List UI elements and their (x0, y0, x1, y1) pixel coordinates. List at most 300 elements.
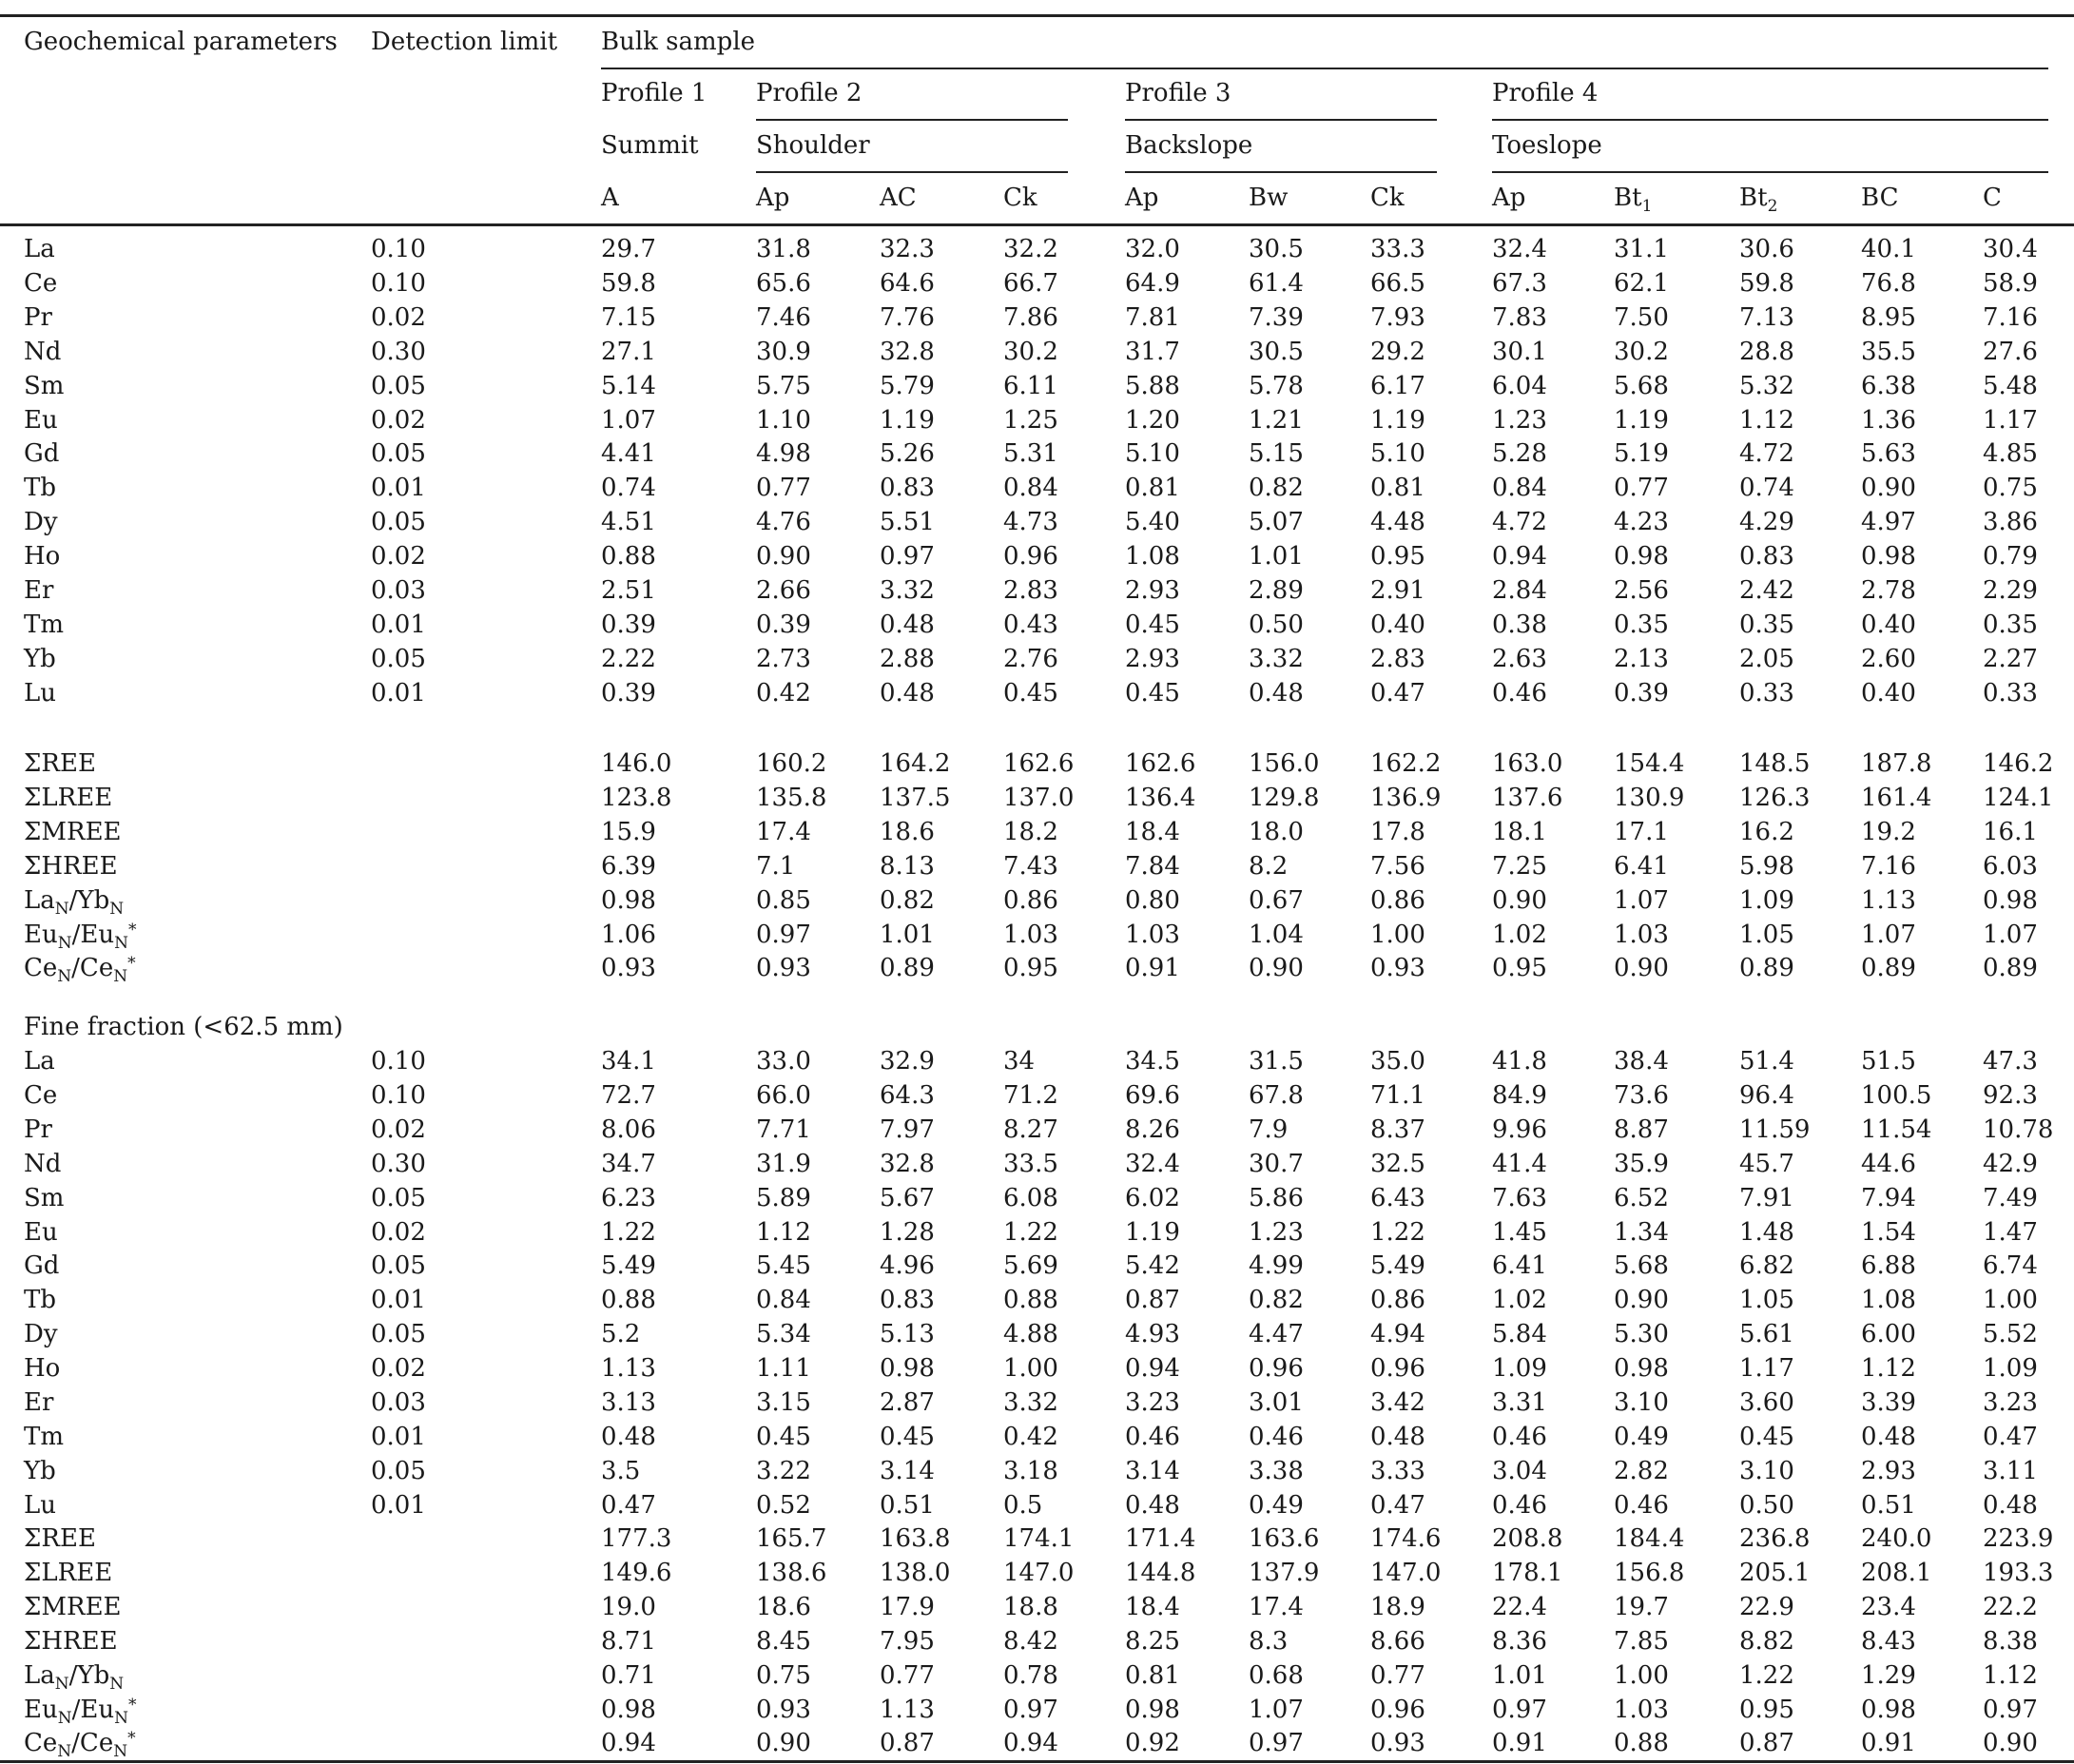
horizon-label: Bt (1614, 184, 1642, 212)
cell-value: 35.5 (1861, 337, 1916, 366)
cell-value: 0.35 (1614, 610, 1669, 639)
cell-value: 223.9 (1983, 1524, 2054, 1553)
cell-value: 61.4 (1249, 268, 1304, 298)
cell-value: 59.8 (601, 268, 656, 298)
cell-value: 1.03 (1125, 920, 1180, 949)
cell-value: 7.76 (880, 302, 935, 332)
cell-value: 0.98 (601, 1695, 656, 1724)
cell-value: 8.25 (1125, 1626, 1180, 1656)
cell-value: 1.03 (1614, 1695, 1669, 1724)
cell-value: 0.91 (1861, 1729, 1916, 1758)
cell-value: 0.48 (1370, 1422, 1425, 1451)
cell-value: 5.07 (1249, 508, 1304, 537)
header-horizon (601, 184, 619, 212)
header-bulk-sample: Bulk sample (601, 28, 756, 56)
cell-value: 30.5 (1249, 235, 1304, 263)
ratio-label-part: Eu (24, 1695, 58, 1724)
cell-value: 0.82 (880, 885, 935, 915)
cell-value: 1.45 (1492, 1217, 1547, 1247)
cell-value: 0.5 (1003, 1490, 1043, 1520)
cell-value: 0.48 (1249, 678, 1304, 708)
header-slope-position: Backslope (1125, 131, 1253, 160)
cell-value: 1.09 (1492, 1354, 1547, 1384)
cell-value: 8.38 (1983, 1626, 2038, 1656)
cell-value: 164.2 (880, 749, 951, 778)
cell-value: 137.6 (1492, 783, 1563, 812)
cell-value: 6.41 (1614, 851, 1669, 881)
cell-value: 8.42 (1003, 1626, 1058, 1656)
cell-value: 33.0 (756, 1047, 811, 1076)
cell-value: 1.17 (1983, 405, 2038, 435)
element-name: Lu (24, 1490, 57, 1520)
header-profile: Profile 3 (1125, 79, 1231, 107)
cell-value: 205.1 (1739, 1558, 1811, 1587)
element-name: Tb (24, 474, 56, 503)
cell-value: 2.78 (1861, 576, 1916, 605)
rule-profile-3 (1125, 119, 1437, 121)
cell-value: 0.38 (1492, 610, 1547, 639)
cell-value: 156.8 (1614, 1558, 1685, 1587)
element-name: Yb (24, 1456, 56, 1485)
cell-value: 4.94 (1370, 1320, 1425, 1349)
cell-value: 2.83 (1003, 576, 1058, 605)
detection-limit-value: 0.10 (371, 235, 426, 263)
horizon-label: Bt (1739, 184, 1768, 212)
cell-value: 31.1 (1614, 235, 1669, 263)
cell-value: 0.98 (1614, 542, 1669, 572)
ratio-label-part: * (127, 954, 136, 974)
cell-value: 66.7 (1003, 268, 1058, 298)
cell-value: 0.89 (1861, 954, 1916, 983)
element-name: Pr (24, 1115, 52, 1144)
cell-value: 2.87 (880, 1388, 935, 1417)
cell-value: 0.90 (756, 1729, 811, 1758)
ratio-name (24, 885, 125, 919)
header-horizon (880, 184, 917, 212)
cell-value: 162.2 (1370, 749, 1442, 778)
cell-value: 6.41 (1492, 1251, 1547, 1281)
cell-value: 0.83 (1739, 542, 1794, 572)
cell-value: 8.45 (756, 1626, 811, 1656)
header-horizon (1614, 184, 1653, 216)
cell-value: 163.6 (1249, 1524, 1320, 1553)
cell-value: 0.46 (1249, 1422, 1304, 1451)
cell-value: 0.68 (1249, 1660, 1304, 1690)
element-name: La (24, 235, 55, 263)
cell-value: 34 (1003, 1047, 1036, 1076)
fine-fraction-title: Fine fraction (<62.5 mm) (24, 1013, 343, 1041)
cell-value: 0.90 (1614, 954, 1669, 983)
header-slope-position: Summit (601, 131, 699, 160)
cell-value: 29.2 (1370, 337, 1425, 366)
cell-value: 22.2 (1983, 1592, 2038, 1621)
header-slope-position: Toeslope (1492, 131, 1602, 160)
cell-value: 2.93 (1861, 1456, 1916, 1485)
cell-value: 187.8 (1861, 749, 1932, 778)
cell-value: 19.0 (601, 1592, 656, 1621)
cell-value: 4.72 (1739, 439, 1794, 469)
cell-value: 29.7 (601, 235, 656, 263)
cell-value: 8.26 (1125, 1115, 1180, 1144)
cell-value: 7.15 (601, 302, 656, 332)
cell-value: 3.86 (1983, 508, 2038, 537)
cell-value: 40.1 (1861, 235, 1916, 263)
cell-value: 0.84 (756, 1286, 811, 1315)
cell-value: 0.81 (1370, 474, 1425, 503)
cell-value: 7.43 (1003, 851, 1058, 881)
cell-value: 27.1 (601, 337, 656, 366)
cell-value: 1.07 (601, 405, 656, 435)
cell-value: 7.39 (1249, 302, 1304, 332)
cell-value: 1.06 (601, 920, 656, 949)
cell-value: 1.54 (1861, 1217, 1916, 1247)
cell-value: 5.52 (1983, 1320, 2038, 1349)
cell-value: 19.7 (1614, 1592, 1669, 1621)
cell-value: 0.87 (1739, 1729, 1794, 1758)
cell-value: 1.12 (1861, 1354, 1916, 1384)
cell-value: 67.8 (1249, 1080, 1304, 1110)
header-horizon (1983, 184, 2002, 212)
cell-value: 0.46 (1492, 1490, 1547, 1520)
cell-value: 2.76 (1003, 644, 1058, 673)
cell-value: 1.29 (1861, 1660, 1916, 1690)
cell-value: 8.71 (601, 1626, 656, 1656)
ratio-label-part: Ce (24, 954, 58, 983)
cell-value: 4.29 (1739, 508, 1794, 537)
cell-value: 100.5 (1861, 1080, 1932, 1110)
cell-value: 92.3 (1983, 1080, 2038, 1110)
cell-value: 0.97 (1003, 1695, 1058, 1724)
cell-value: 174.1 (1003, 1524, 1075, 1553)
cell-value: 1.22 (1003, 1217, 1058, 1247)
cell-value: 8.43 (1861, 1626, 1916, 1656)
sum-name: ΣMREE (24, 1592, 122, 1621)
element-name: Gd (24, 439, 60, 469)
cell-value: 33.5 (1003, 1149, 1058, 1178)
ratio-label-part: Eu (80, 1695, 115, 1724)
ratio-label-part: * (127, 1695, 137, 1715)
cell-value: 154.4 (1614, 749, 1685, 778)
cell-value: 0.96 (1370, 1695, 1425, 1724)
cell-value: 30.7 (1249, 1149, 1304, 1178)
cell-value: 3.23 (1983, 1388, 2038, 1417)
cell-value: 7.49 (1983, 1183, 2038, 1212)
cell-value: 0.33 (1983, 678, 2038, 708)
detection-limit-value: 0.10 (371, 1047, 426, 1076)
cell-value: 5.13 (880, 1320, 935, 1349)
cell-value: 7.83 (1492, 302, 1547, 332)
header-horizon (1125, 184, 1158, 212)
cell-value: 0.83 (880, 474, 935, 503)
cell-value: 8.95 (1861, 302, 1916, 332)
ratio-label-part: N (54, 899, 69, 919)
cell-value: 23.4 (1861, 1592, 1916, 1621)
cell-value: 18.4 (1125, 817, 1180, 846)
ratio-name (24, 1729, 136, 1762)
cell-value: 0.84 (1003, 474, 1058, 503)
element-name: Er (24, 1388, 54, 1417)
cell-value: 3.11 (1983, 1456, 2038, 1485)
cell-value: 30.9 (756, 337, 811, 366)
cell-value: 2.27 (1983, 644, 2038, 673)
cell-value: 3.10 (1614, 1388, 1669, 1417)
cell-value: 71.1 (1370, 1080, 1425, 1110)
cell-value: 18.2 (1003, 817, 1058, 846)
cell-value: 1.03 (1614, 920, 1669, 949)
cell-value: 165.7 (756, 1524, 827, 1553)
cell-value: 2.84 (1492, 576, 1547, 605)
element-name: Sm (24, 371, 65, 400)
cell-value: 0.96 (1370, 1354, 1425, 1384)
detection-limit-value: 0.10 (371, 1080, 426, 1110)
cell-value: 136.9 (1370, 783, 1442, 812)
cell-value: 0.93 (1370, 1729, 1425, 1758)
cell-value: 0.39 (601, 610, 656, 639)
element-name: Eu (24, 1217, 58, 1247)
cell-value: 7.71 (756, 1115, 811, 1144)
ratio-label-part: Ce (24, 1729, 58, 1758)
cell-value: 3.32 (880, 576, 935, 605)
cell-value: 0.83 (880, 1286, 935, 1315)
element-name: La (24, 1047, 55, 1076)
cell-value: 160.2 (756, 749, 827, 778)
detection-limit-value: 0.01 (371, 474, 426, 503)
cell-value: 0.49 (1614, 1422, 1669, 1451)
ratio-label-part: Yb (77, 885, 110, 915)
cell-value: 0.48 (601, 1422, 656, 1451)
sum-name: ΣHREE (24, 1626, 118, 1656)
cell-value: 2.89 (1249, 576, 1304, 605)
cell-value: 0.50 (1249, 610, 1304, 639)
cell-value: 0.48 (880, 678, 935, 708)
cell-value: 7.93 (1370, 302, 1425, 332)
cell-value: 69.6 (1125, 1080, 1180, 1110)
sum-name: ΣLREE (24, 1558, 113, 1587)
cell-value: 4.96 (880, 1251, 935, 1281)
cell-value: 163.0 (1492, 749, 1563, 778)
cell-value: 3.18 (1003, 1456, 1058, 1485)
cell-value: 2.29 (1983, 576, 2038, 605)
cell-value: 67.3 (1492, 268, 1547, 298)
cell-value: 6.43 (1370, 1183, 1425, 1212)
cell-value: 6.08 (1003, 1183, 1058, 1212)
horizon-label: Ck (1003, 184, 1037, 212)
element-name: Er (24, 576, 54, 605)
cell-value: 8.2 (1249, 851, 1289, 881)
ratio-label-part: N (57, 1708, 72, 1728)
cell-value: 8.27 (1003, 1115, 1058, 1144)
cell-value: 0.74 (601, 474, 656, 503)
element-name: Yb (24, 644, 56, 673)
detection-limit-value: 0.05 (371, 1456, 426, 1485)
detection-limit-value: 0.02 (371, 1354, 426, 1384)
detection-limit-value: 0.02 (371, 1217, 426, 1247)
cell-value: 0.74 (1739, 474, 1794, 503)
cell-value: 6.82 (1739, 1251, 1794, 1281)
cell-value: 5.51 (880, 508, 935, 537)
header-horizon (1249, 184, 1288, 212)
detection-limit-value: 0.05 (371, 1251, 426, 1281)
cell-value: 1.13 (880, 1695, 935, 1724)
cell-value: 0.51 (1861, 1490, 1916, 1520)
cell-value: 30.4 (1983, 235, 2038, 263)
cell-value: 5.10 (1370, 439, 1425, 469)
cell-value: 1.09 (1983, 1354, 2038, 1384)
cell-value: 0.89 (1739, 954, 1794, 983)
sum-name: ΣREE (24, 1524, 96, 1553)
cell-value: 0.82 (1249, 1286, 1304, 1315)
cell-value: 5.89 (756, 1183, 811, 1212)
cell-value: 0.94 (1003, 1729, 1058, 1758)
cell-value: 236.8 (1739, 1524, 1811, 1553)
cell-value: 0.48 (880, 610, 935, 639)
cell-value: 138.6 (756, 1558, 827, 1587)
cell-value: 149.6 (601, 1558, 672, 1587)
cell-value: 0.98 (1125, 1695, 1180, 1724)
detection-limit-value: 0.03 (371, 1388, 426, 1417)
horizon-label: A (601, 184, 619, 212)
element-name: Dy (24, 508, 58, 537)
cell-value: 7.63 (1492, 1183, 1547, 1212)
element-name: Tm (24, 610, 64, 639)
element-name: Sm (24, 1183, 65, 1212)
cell-value: 0.42 (756, 678, 811, 708)
cell-value: 1.00 (1370, 920, 1425, 949)
cell-value: 1.36 (1861, 405, 1916, 435)
cell-value: 5.84 (1492, 1320, 1547, 1349)
header-horizon (1861, 184, 1898, 212)
cell-value: 1.23 (1492, 405, 1547, 435)
cell-value: 3.31 (1492, 1388, 1547, 1417)
cell-value: 5.40 (1125, 508, 1180, 537)
cell-value: 11.59 (1739, 1115, 1811, 1144)
cell-value: 7.91 (1739, 1183, 1794, 1212)
cell-value: 4.98 (756, 439, 811, 469)
cell-value: 6.52 (1614, 1183, 1669, 1212)
header-profile: Profile 1 (601, 79, 707, 107)
cell-value: 7.85 (1614, 1626, 1669, 1656)
cell-value: 30.6 (1739, 235, 1794, 263)
cell-value: 66.0 (756, 1080, 811, 1110)
element-name: Dy (24, 1320, 58, 1349)
cell-value: 1.02 (1492, 1286, 1547, 1315)
cell-value: 1.34 (1614, 1217, 1669, 1247)
cell-value: 8.06 (601, 1115, 656, 1144)
cell-value: 1.07 (1249, 1695, 1304, 1724)
cell-value: 0.97 (1983, 1695, 2038, 1724)
cell-value: 137.5 (880, 783, 951, 812)
cell-value: 0.52 (756, 1490, 811, 1520)
cell-value: 2.82 (1614, 1456, 1669, 1485)
cell-value: 35.0 (1370, 1047, 1425, 1076)
detection-limit-value: 0.01 (371, 1490, 426, 1520)
cell-value: 1.07 (1614, 885, 1669, 915)
detection-limit-value: 0.01 (371, 610, 426, 639)
element-name: Gd (24, 1251, 60, 1281)
cell-value: 0.88 (601, 542, 656, 572)
cell-value: 0.93 (756, 954, 811, 983)
horizon-label: Ap (756, 184, 790, 212)
cell-value: 1.09 (1739, 885, 1794, 915)
cell-value: 5.61 (1739, 1320, 1794, 1349)
cell-value: 0.77 (880, 1660, 935, 1690)
cell-value: 4.88 (1003, 1320, 1058, 1349)
cell-value: 174.6 (1370, 1524, 1442, 1553)
ratio-label-part: / (68, 1660, 78, 1690)
cell-value: 31.8 (756, 235, 811, 263)
ratio-label-part: N (57, 933, 72, 953)
element-name: Ce (24, 268, 58, 298)
cell-value: 2.63 (1492, 644, 1547, 673)
cell-value: 0.97 (1492, 1695, 1547, 1724)
cell-value: 32.8 (880, 337, 935, 366)
cell-value: 147.0 (1003, 1558, 1075, 1587)
cell-value: 0.39 (756, 610, 811, 639)
cell-value: 5.79 (880, 371, 935, 400)
ratio-label-part: N (57, 1742, 72, 1762)
cell-value: 3.39 (1861, 1388, 1916, 1417)
cell-value: 0.91 (1492, 1729, 1547, 1758)
detection-limit-value: 0.01 (371, 678, 426, 708)
sum-name: ΣHREE (24, 851, 118, 881)
cell-value: 44.6 (1861, 1149, 1916, 1178)
cell-value: 7.97 (880, 1115, 935, 1144)
header-profile: Profile 2 (756, 79, 863, 107)
cell-value: 5.19 (1614, 439, 1669, 469)
cell-value: 0.93 (756, 1695, 811, 1724)
cell-value: 5.45 (756, 1251, 811, 1281)
ratio-label-part: Ce (79, 1729, 114, 1758)
cell-value: 3.14 (880, 1456, 935, 1485)
cell-value: 6.17 (1370, 371, 1425, 400)
cell-value: 5.68 (1614, 371, 1669, 400)
cell-value: 0.42 (1003, 1422, 1058, 1451)
sum-name: ΣMREE (24, 817, 122, 846)
cell-value: 3.01 (1249, 1388, 1304, 1417)
cell-value: 18.9 (1370, 1592, 1425, 1621)
cell-value: 59.8 (1739, 268, 1794, 298)
cell-value: 30.1 (1492, 337, 1547, 366)
cell-value: 1.03 (1003, 920, 1058, 949)
cell-value: 1.08 (1861, 1286, 1916, 1315)
cell-value: 1.12 (1983, 1660, 2038, 1690)
ratio-name (24, 920, 137, 953)
cell-value: 3.32 (1249, 644, 1304, 673)
cell-value: 1.07 (1983, 920, 2038, 949)
ratio-label-part: / (71, 954, 80, 983)
cell-value: 156.0 (1249, 749, 1320, 778)
cell-value: 1.19 (1125, 1217, 1180, 1247)
cell-value: 7.16 (1861, 851, 1916, 881)
ratio-label-part: N (109, 1674, 125, 1694)
cell-value: 4.93 (1125, 1320, 1180, 1349)
detection-limit-value: 0.01 (371, 1422, 426, 1451)
cell-value: 146.0 (601, 749, 672, 778)
cell-value: 129.8 (1249, 783, 1320, 812)
cell-value: 34.5 (1125, 1047, 1180, 1076)
cell-value: 0.96 (1003, 542, 1058, 572)
cell-value: 0.95 (1739, 1695, 1794, 1724)
cell-value: 32.2 (1003, 235, 1058, 263)
cell-value: 0.95 (1370, 542, 1425, 572)
cell-value: 0.87 (880, 1729, 935, 1758)
detection-limit-value: 0.05 (371, 439, 426, 469)
ratio-label-part: N (57, 967, 72, 987)
cell-value: 35.9 (1614, 1149, 1669, 1178)
cell-value: 0.45 (1125, 678, 1180, 708)
cell-value: 1.00 (1983, 1286, 2038, 1315)
cell-value: 0.47 (601, 1490, 656, 1520)
